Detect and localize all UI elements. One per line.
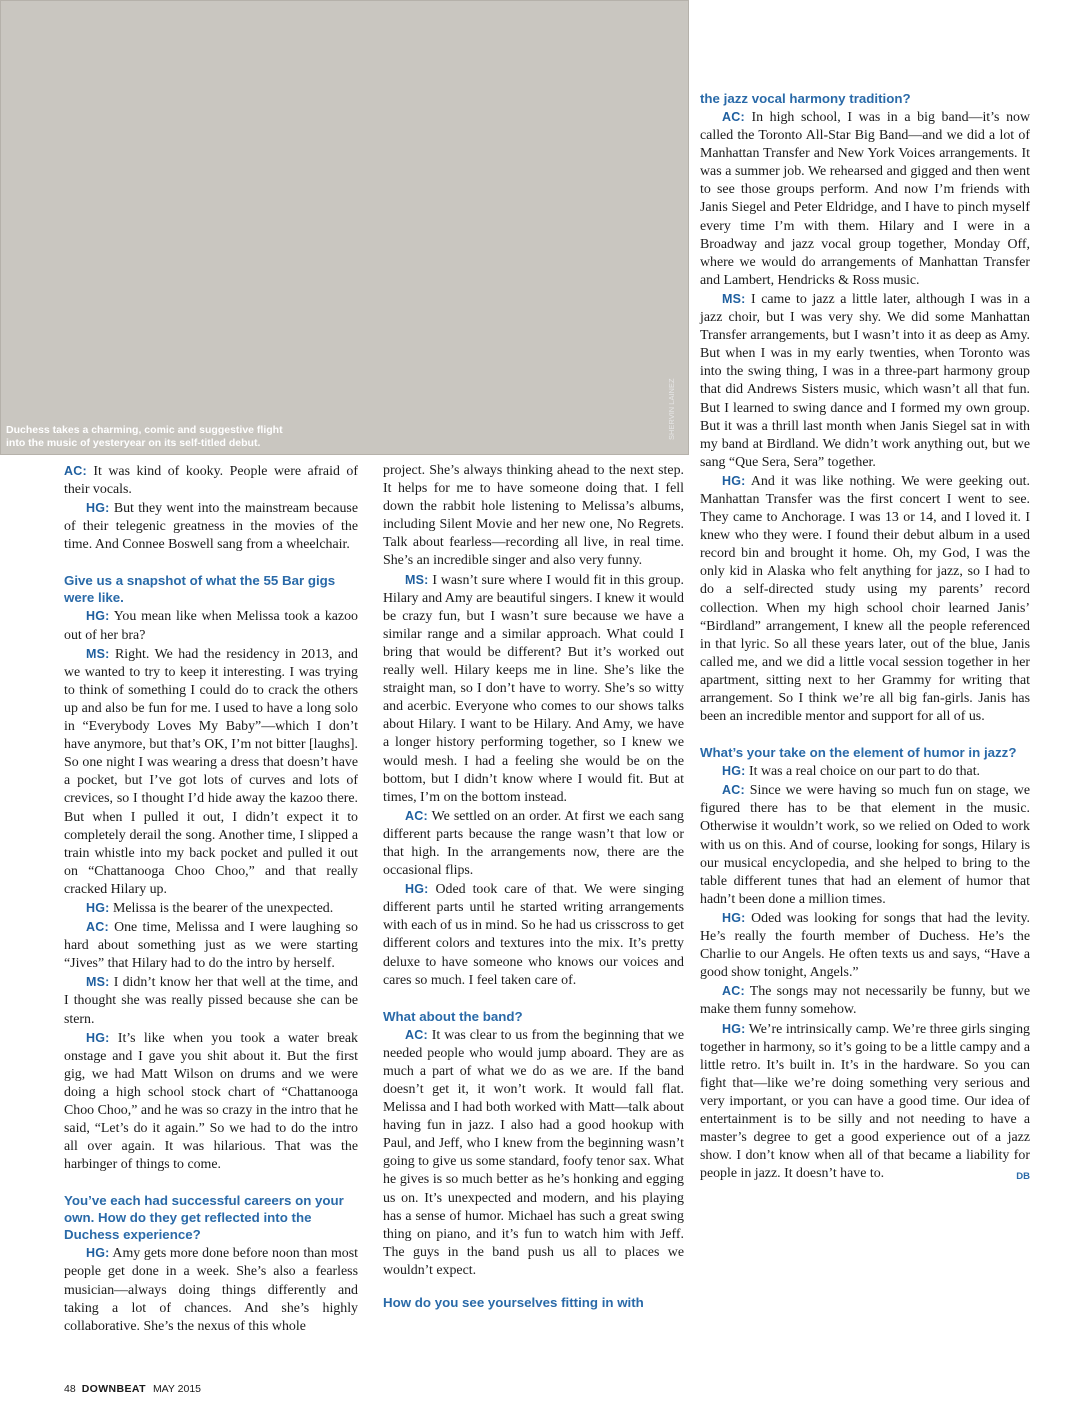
speaker-initials: HG: [722,473,746,488]
paragraph-text: It was kind of kooky. People were afraid of their vocals. [64,464,358,498]
article-column-2 [383,462,684,1312]
question-heading: What about the band? [383,1008,523,1024]
paragraph-text: The songs may not necessarily be funny, but we make them funny somehow. [700,984,1030,1018]
question-heading: the jazz vocal harmony tradition? [700,91,911,106]
interview-paragraph [700,909,1030,982]
interview-paragraph [700,108,1030,290]
interview-paragraph [64,973,358,1028]
interview-paragraph [64,918,358,973]
paragraph-text: It’s like when you took a water break onstage and I gave you shit about it. But the first gig, we had Matt Wilson on drums and we were doing a high school stock chart of “Chattanooga Choo Choo,” and he was so crazy in the intro that he said, “Let’s do it again.” So we had to do the intro all over again. It was hilarious. That was the harbinger of things to come. [64,1030,358,1173]
paragraph-text: We settled on an order. At first we each sang different parts because the range wasn’t that low or that high. In the arrangements now, there are the occasional flips. [383,808,684,879]
speaker-initials: MS: [405,572,429,587]
speaker-initials: AC: [405,808,428,823]
paragraph-text: You mean like when Melissa took a kazoo out of her bra? [64,609,358,643]
speaker-initials: AC: [64,464,87,478]
speaker-initials: HG: [722,910,746,925]
paragraph-text: Melissa is the bearer of the unexpected. [109,900,334,916]
speaker-initials: HG: [405,882,429,897]
question-heading: How do you see yourselves fitting in with [383,1295,644,1311]
group-photo [0,0,689,455]
paragraph-text: Since we were having so much fun on stage, we figured there has to be that element in the music. Otherwise it wouldn’t work, so we relied on Oded to work with us on this. And of course, looking for songs, Hilary is our musical encyclopedia, and she helped to bring to the table different tunes that had an element of humor that hadn’t been done a million times. [700,783,1030,907]
interview-paragraph [700,781,1030,909]
interview-paragraph [700,472,1030,726]
paragraph-text: But they went into the mainstream because of their telegenic greatness in the movies of the time. And Connee Boswell sang from a wheelchair. [64,501,358,553]
interview-paragraph [700,762,1030,781]
speaker-initials: AC: [722,783,745,798]
interview-paragraph [64,645,358,899]
speaker-initials: MS: [86,975,110,990]
speaker-initials: MS: [722,291,746,306]
interview-paragraph [700,982,1030,1019]
interview-paragraph [383,880,684,990]
paragraph-text: One time, Melissa and I were laughing so hard about something just as we were starting “Jives” that Hilary had to do the intro by herself. [64,920,358,972]
interview-paragraph [64,899,358,918]
speaker-initials: HG: [722,764,746,779]
photo-caption: Duchess takes a charming, comic and suggestive flight into the music of yesteryear on its self-titled debut. [6,424,283,449]
speaker-initials: HG: [722,1021,746,1036]
paragraph-text: And it was like nothing. We were geeking out. Manhattan Transfer was the first concert I went to see. They came to Anchorage. I was 13 or 14, and I loved it. I knew who they were. I found their debut album in a used record bin and brought it home. Oh, my God, I was the only kid in Alaska who felt anything for jazz, so I had to do a self-directed study using my parents’ record collection. When my high school choir learned Janis’ “Birdland” arrangement, I knew all the people referenced in that lyric. So all these years later, out of the blue, Janis called me, and we did a little vocal session together in her apartment, sitting next to her Grammy for writing that arrangement. So I think we’re all big fan-girls. Janis has been an incredible mentor and support for all of us. [700,473,1030,725]
page-footer [64,1383,201,1395]
magazine-name: DOWNBEAT [81,1383,146,1395]
paragraph-text: I wasn’t sure where I would fit in this group. Hilary and Amy are beautiful singers. I knew it would be crazy fun, but I wasn’t sure because we have a similar range and a similar approach. What could I bring that would be different? But it’s worked out really well. Hilary keeps me in line. She’s like the straight man, so I don’t have to worry. She’s so witty and acerbic. Everyone who comes to our shows talks about Hilary. I want to be Hilary. And Amy, we have a longer history performing together, so I knew we would mesh. I had a feeling she would be on the bottom, but I didn’t know where I would fit. But at times, I’m on the bottom instead. [383,572,684,805]
question-heading: You’ve each had successful careers on your own. How do they get reflected into the Duchess experience? [64,1193,344,1243]
end-mark: DB [1016,1171,1030,1183]
interview-paragraph [64,607,358,644]
interview-paragraph [64,462,358,499]
paragraph-text: We’re intrinsically camp. We’re three girls singing together in harmony, so it’s going to be a little campy and a little retro. It’s built in. It’s in the hardware. So you can fight that—like we’re doing something very serious and very important, or you can have a good time. Our idea of entertainment is to be silly and not needing to have a master’s degree to get a good experience out of a jazz show. I don’t know when all of that became a liability for people in jazz. It doesn’t have to. [700,1021,1030,1182]
interview-paragraph [383,807,684,880]
paragraph-text: I didn’t know her that well at the time, and I thought she was really pissed because she can be stern. [64,975,358,1027]
speaker-initials: AC: [722,110,745,124]
interview-paragraph [64,1029,358,1175]
paragraph-text: Oded took care of that. We were singing different parts until he started writing arrangements with each of us in mind. So he had us crisscross to get different colors and textures into the mix. It’s pretty deluxe to have someone who knows our voices and cares so much. I feel taken care of. [383,882,684,988]
paragraph-text: It was a real choice on our part to do that. [745,764,981,780]
question-heading: What’s your take on the element of humor in jazz? [700,745,1017,761]
interview-paragraph [383,1026,684,1280]
paragraph-text: Amy gets more done before noon than most people get done in a week. She’s also a fearless musician—always doing things differently and taking a lot of chances. And she’s highly collaborative. She’s the nexus of this whole [64,1246,358,1334]
photo-credit: SHERVIN LAINEZ [667,378,676,440]
interview-paragraph [700,290,1030,472]
article-column-1 [64,462,358,1336]
interview-paragraph [64,499,358,554]
article-column-3 [700,90,1030,1186]
speaker-initials: HG: [86,1030,110,1045]
question-heading: Give us a snapshot of what the 55 Bar gigs were like. [64,573,336,606]
paragraph-text: Right. We had the residency in 2013, and we wanted to try to keep it interesting. I was trying to think of something I could do to crack the others up and also be fun for me. I used to have a long solo in “Everybody Loves My Baby”—which I don’t have anymore, but that’s OK, I’m not bitter [laughs]. So one night I was wearing a dress that doesn’t have a pocket, but I’ve got lots of curves and lots of crevices, so I thought I’d hide away the kazoo there. But when I pulled it out, I didn’t expect it to completely derail the song. Another time, I slipped a train whistle into my back pocket and pulled it out on “Chattanooga Choo Choo,” and that really cracked Hilary up. [64,646,358,897]
paragraph-text: It was clear to us from the beginning that we needed people who would jump aboard. They are as much a part of what we do as we are. If the band doesn’t get it, it won’t work. It would fall flat. Melissa and I had both worked with Matt—talk about having fun in jazz. I also had a good hookup with Paul, and Jeff, who I knew from the beginning wasn’t going to give us some standard, foofy tenor sax. What he gives is so much better as he’s honking and egging us on. It’s unexpected and modern, and his playing has a sense of humor. Michael has such a great swing thing on piano, and it’s fun to watch him with Jeff. The guys in the band push us all to places we wouldn’t expect. [383,1027,684,1278]
speaker-initials: AC: [86,920,109,935]
paragraph-text: I came to jazz a little later, although I was in a jazz choir, but I was very shy. We did some Manhattan Transfer arrangements, but I wasn’t into it as deep as Amy. But when I was in my early twenties, when Toronto was into the swing thing, I was in a three-part harmony group that did Andrews Sisters music, which wasn’t all that fun. But I learned to swing dance and I formed my own group. But it was a thrill last month when Janis Siegel sat in with my band at Birdland. We didn’t work anything out, but we sang “Que Sera, Sera” together. [700,291,1030,470]
speaker-initials: HG: [86,609,110,624]
speaker-initials: AC: [722,984,745,999]
interview-paragraph [700,1020,1030,1184]
speaker-initials: MS: [86,646,110,661]
issue-date: MAY 2015 [152,1383,201,1395]
paragraph-text: Oded was looking for songs that had the levity. He’s really the fourth member of Duchess. He’s the Charlie to our Angels. He often texts us and says, “Have a good show tonight, Angels.” [700,910,1030,981]
paragraph-text: In high school, I was in a big band—it’s now called the Toronto All-Star Big Band—and we did a lot of Manhattan Transfer and New York Voices arrangements. It was a summer job. We rehearsed and gigged and then went to see those groups perform. And now I’m friends with Janis Siegel and Peter Eldridge, and I have to pinch myself every time I’m with them. Hilary and I were in a Broadway and jazz vocal group together, Monday Off, where we would do arrangements of Manhattan Transfer and Lambert, Hendricks & Ross music. [700,110,1030,288]
interview-paragraph [383,462,684,571]
interview-paragraph [383,571,684,807]
page-number: 48 [64,1383,76,1395]
speaker-initials: HG: [86,900,110,915]
interview-paragraph [64,1244,358,1335]
speaker-initials: HG: [86,1246,110,1261]
speaker-initials: HG: [86,501,110,516]
speaker-initials: AC: [405,1027,428,1042]
paragraph-text: project. She’s always thinking ahead to the next step. It helps for me to have someone doing that. I fell down the rabbit hole listening to Melissa’s albums, including Silent Movie and her new one, No Regrets. Talk about fearless—recording all live, in real time. She’s an incredible singer and also very funny. [383,463,684,569]
